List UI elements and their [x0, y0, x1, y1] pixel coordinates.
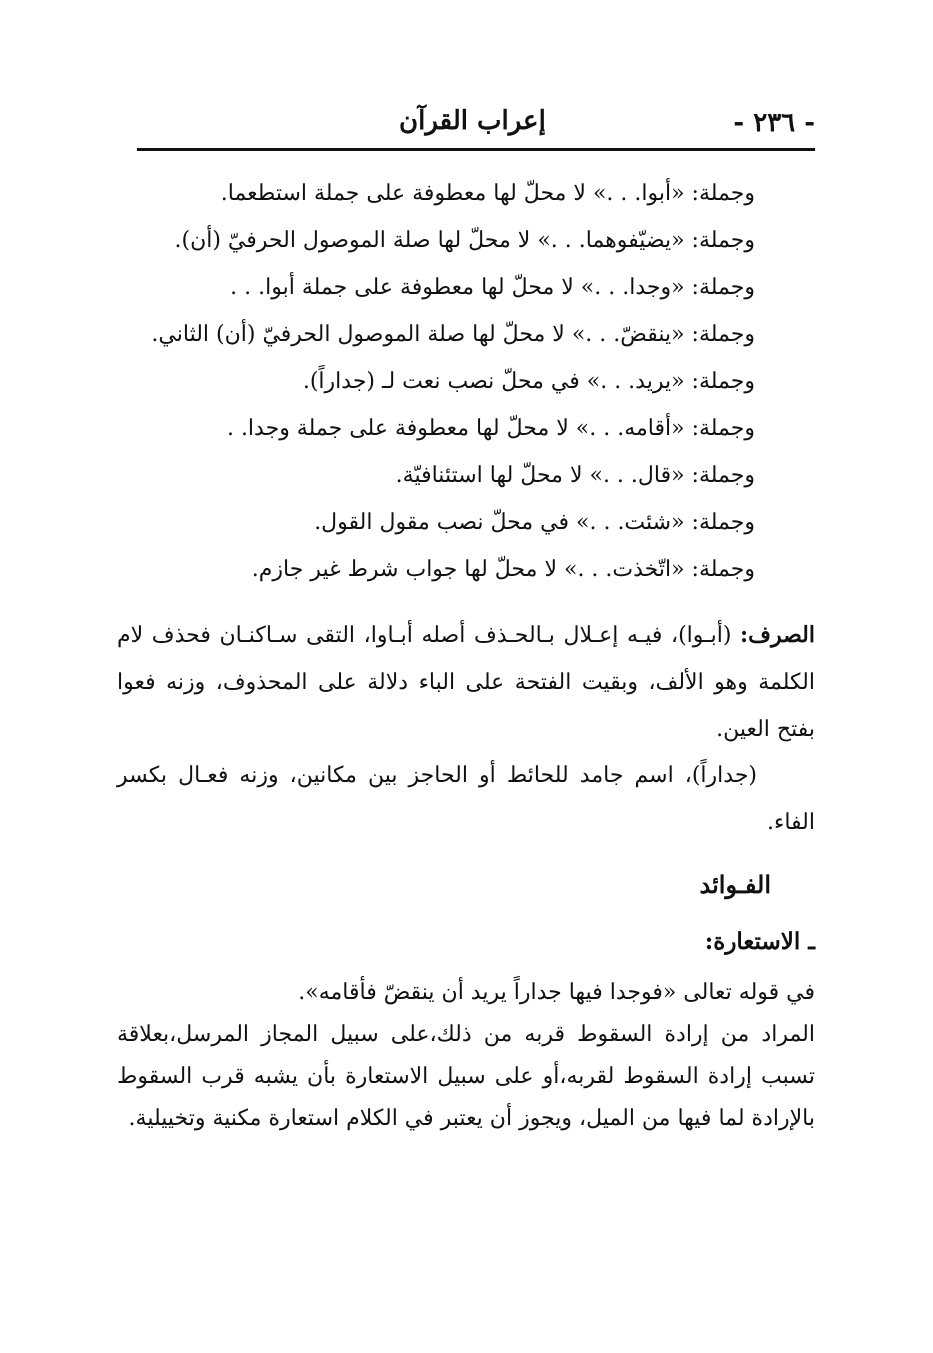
sarf-paragraph — [117, 612, 815, 753]
verse-citation: في قوله تعالى «فوجدا فيها جداراً يريد أن ينقضّ فأقامه». — [298, 980, 815, 1005]
sarf-label: الصرف: — [740, 622, 815, 648]
sentence-line: وجملة: «يضيّفوهما. . .» لا محلّ لها صلة الموصول الحرفيّ (أن). — [174, 228, 755, 253]
running-title: إعراب القرآن — [399, 106, 546, 136]
sentence-analysis-list — [115, 170, 755, 593]
sentence-line: وجملة: «ينقضّ. . .» لا محلّ لها صلة الموصول الحرفيّ (أن) الثاني. — [151, 322, 755, 347]
istiara-subheading: ـ الاستعارة: — [704, 928, 815, 955]
sentence-line: وجملة: «شئت. . .» في محلّ نصب مقول القول. — [314, 510, 755, 535]
fawaid-heading: الفـوائد — [699, 870, 771, 899]
sentence-line: وجملة: «اتّخذت. . .» لا محلّ لها جواب شرط غير جازم. — [251, 557, 755, 582]
page-header — [137, 100, 815, 151]
sarf-text-1: (أبـوا)، فيـه إعـلال بـالحـذف أصله أبـاوا، التقى سـاكنـان فحذف لام الكلمة وهو الألف، وبقيت الفتحة على الباء دلالة على المحذوف، وزنه فعوا بفتح العين. — [117, 623, 815, 742]
sarf-paragraph-2: (جداراً)، اسم جامد للحائط أو الحاجز بين مكانين، وزنه فعـال بكسر الفاء. — [117, 763, 815, 835]
sentence-line: وجملة: «أقامه. . .» لا محلّ لها معطوفة على جملة وجدا. . — [226, 416, 755, 441]
istiara-explanation: المراد من إرادة السقوط قربه من ذلك،على سبيل المجاز المرسل،بعلاقة تسبب إرادة السقوط لقربه،أو على سبيل الاستعارة بأن يشبه قرب السقوط بالإرادة لما فيها من الميل، ويجوز أن يعتبر في الكلام استعارة مكنية وتخييلية. — [117, 1022, 815, 1131]
sentence-line: وجملة: «وجدا. . .» لا محلّ لها معطوفة على جملة أبوا. . . — [230, 275, 755, 300]
page-number: - ٢٣٦ - — [733, 108, 815, 138]
sentence-line: وجملة: «قال. . .» لا محلّ لها استئنافيّة. — [395, 463, 755, 488]
sentence-line: وجملة: «يريد. . .» في محلّ نصب نعت لـ (جداراً). — [302, 369, 755, 394]
sentence-line: وجملة: «أبوا. . .» لا محلّ لها معطوفة على جملة استطعما. — [220, 181, 755, 206]
